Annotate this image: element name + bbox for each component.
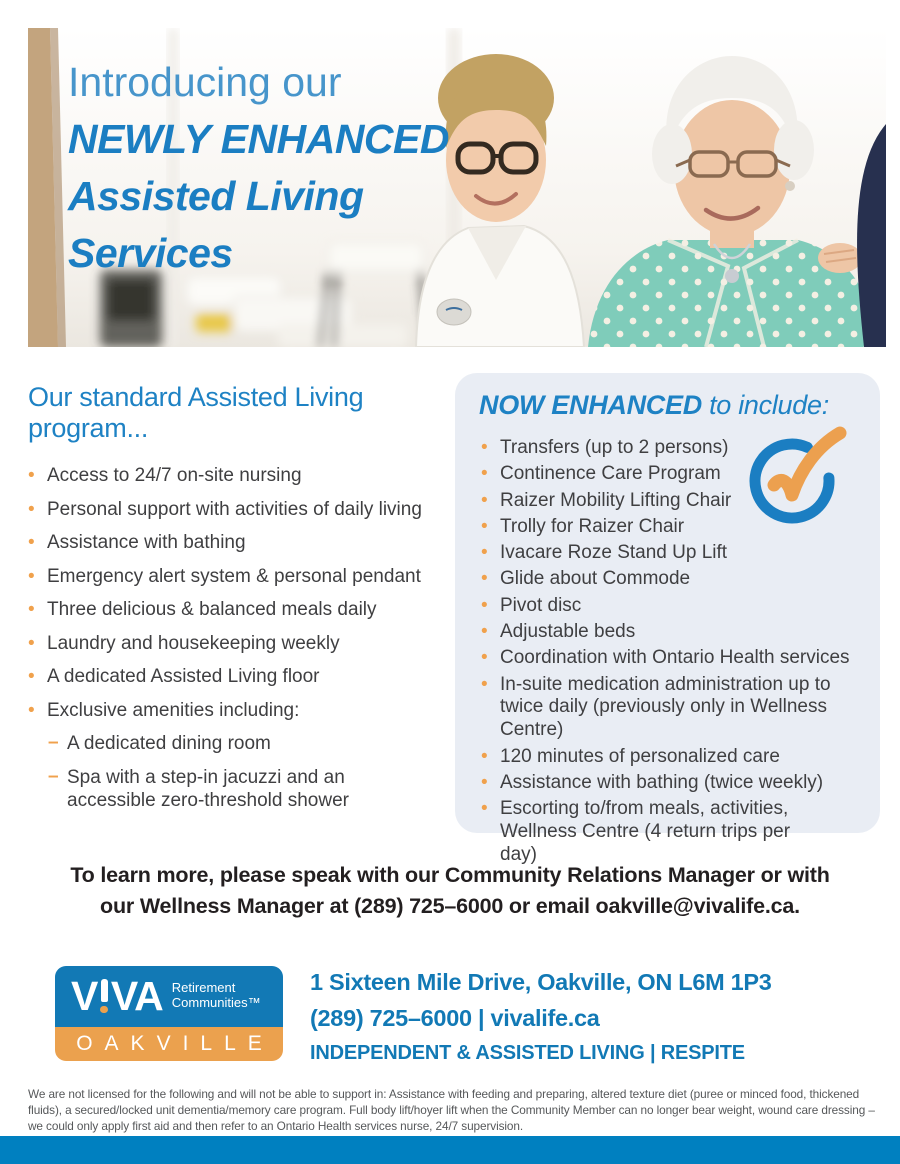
list-item: • Laundry and housekeeping weekly: [28, 632, 460, 655]
list-item: • Transfers (up to 2 persons): [479, 437, 779, 460]
amenities-sub-list: [48, 732, 460, 812]
hero-title-line4: Services: [68, 230, 233, 276]
hero-title-line1: Introducing our: [68, 59, 342, 105]
list-item: • Access to 24/7 on-site nursing: [28, 464, 460, 487]
viva-logo-location-band: OAKVILLE: [55, 1027, 283, 1061]
enhanced-heading: [479, 390, 858, 421]
list-item: • Glide about Commode: [479, 568, 779, 591]
list-item: • Coordination with Ontario Health services: [479, 647, 861, 670]
list-item: • Exclusive amenities including:: [28, 699, 460, 722]
contact-services: INDEPENDENT & ASSISTED LIVING | RESPITE: [310, 1042, 745, 1064]
enhanced-services-panel: [455, 373, 880, 865]
cta-statement: To learn more, please speak with our Community Relations Manager or with our Wellness Manager at (289) 725–6000 or email oakville@vivalife.ca.: [70, 863, 830, 918]
list-item: • Raizer Mobility Lifting Chair: [479, 490, 779, 513]
standard-program-section: [28, 382, 460, 822]
hero-section: [28, 28, 886, 347]
viva-oakville-logo: [55, 966, 283, 1061]
list-item: • A dedicated Assisted Living floor: [28, 665, 460, 688]
viva-logo-subtext-line1: Retirement: [171, 980, 236, 995]
list-item: • In-suite medication administration up to twice daily (previously only in Wellness Centre): [479, 674, 861, 742]
viva-wordmark: [71, 973, 163, 1019]
list-item: • Trolly for Raizer Chair: [479, 516, 779, 539]
list-item: • Ivacare Roze Stand Up Lift: [479, 542, 779, 565]
list-item: • Assistance with bathing (twice weekly): [479, 772, 861, 795]
contact-block: [310, 964, 772, 1070]
list-item: • Personal support with activities of daily living: [28, 498, 460, 521]
viva-letters-va: VA: [110, 973, 163, 1019]
contact-address: 1 Sixteen Mile Drive, Oakville, ON L6M 1P3: [310, 969, 772, 995]
viva-logo-subtext-line2: Communities™: [171, 994, 261, 1010]
viva-exclamation-icon: [100, 979, 108, 1014]
disclaimer-text: We are not licensed for the following and will not be able to support in: Assistance with feeding and preparing, altered texture diet (puree or minced food, thickened fluids), a secured/locked unit dementia/memory care program. Full body lift/hoyer lift when the Community Member can no longer bear weight, wound care dressing – we could only apply first aid and then refer to an Ontario Health services nurse, 24/7 supervision.: [28, 1087, 875, 1133]
list-item: • Three delicious & balanced meals daily: [28, 598, 460, 621]
list-item: • Adjustable beds: [479, 621, 861, 644]
list-item: • 120 minutes of personalized care: [479, 746, 861, 769]
hero-title-line3: Assisted Living: [68, 173, 364, 219]
list-item: • Assistance with bathing: [28, 531, 460, 554]
viva-logo-top: [55, 966, 283, 1027]
bottom-accent-bar: [0, 1136, 900, 1164]
list-item: • Emergency alert system & personal pendant: [28, 565, 460, 588]
list-item: • Escorting to/from meals, activities, Wellness Centre (4 return trips per day): [479, 798, 831, 866]
enhanced-heading-rest: to include:: [701, 390, 829, 420]
hero-title: [68, 54, 449, 282]
sub-list-item: – A dedicated dining room: [48, 732, 460, 755]
standard-program-list: [28, 464, 460, 722]
list-item: • Continence Care Program: [479, 463, 779, 486]
enhanced-heading-bold: NOW ENHANCED: [479, 390, 702, 420]
standard-program-heading: Our standard Assisted Living program...: [28, 382, 364, 443]
viva-logo-subtext: [172, 981, 261, 1012]
contact-phone-website: (289) 725–6000 | vivalife.ca: [310, 1005, 600, 1031]
sub-list-item: – Spa with a step-in jacuzzi and an accessible zero-threshold shower: [48, 766, 388, 812]
hero-title-line2: NEWLY ENHANCED: [68, 116, 449, 162]
viva-letter-v: V: [71, 973, 98, 1019]
list-item: • Pivot disc: [479, 595, 779, 618]
